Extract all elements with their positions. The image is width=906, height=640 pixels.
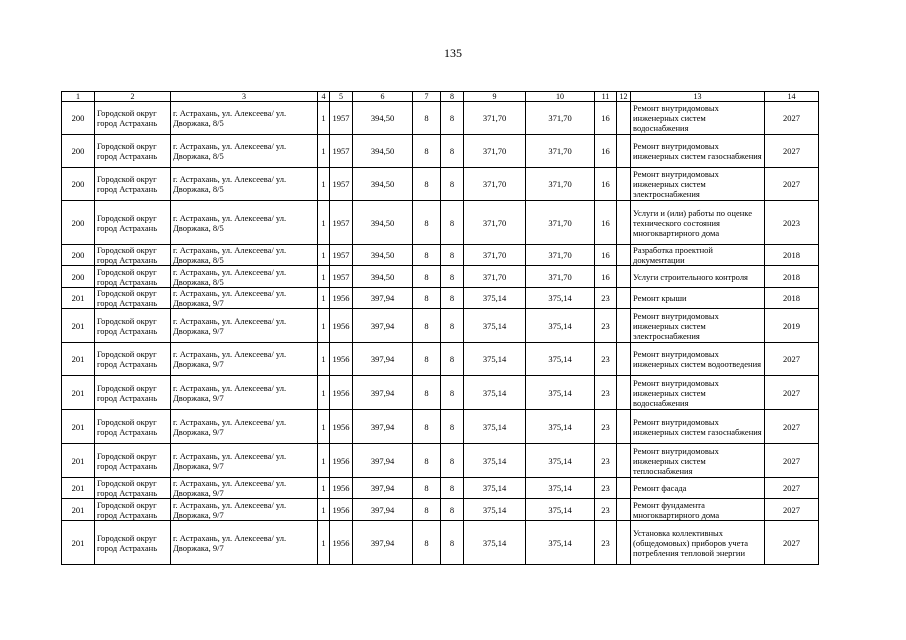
cell-repair-year: 2027 <box>765 376 819 410</box>
cell-address: г. Астрахань, ул. Алексеева/ ул. Дворжака, 9/7 <box>171 478 318 499</box>
cell-area-owned: 371,70 <box>526 201 595 245</box>
cell-building-stage: 1 <box>318 245 330 266</box>
cell-residents: 16 <box>595 245 617 266</box>
cell-building-stage: 1 <box>318 478 330 499</box>
cell-building-stage: 1 <box>318 201 330 245</box>
column-number: 12 <box>617 92 631 102</box>
cell-work-type: Услуги строительного контроля <box>631 266 765 288</box>
cell-residential: 8 <box>441 102 464 135</box>
cell-repair-year: 2023 <box>765 201 819 245</box>
cell-building-stage: 1 <box>318 521 330 565</box>
cell-apartments: 8 <box>413 376 441 410</box>
cell-building-stage: 1 <box>318 168 330 201</box>
cell-build-year: 1957 <box>330 245 353 266</box>
cell-building-stage: 1 <box>318 444 330 478</box>
cell-area-owned: 371,70 <box>526 266 595 288</box>
cell-record-number: 200 <box>62 245 95 266</box>
cell-record-number: 201 <box>62 376 95 410</box>
page-number: 135 <box>444 46 462 60</box>
cell-build-year: 1957 <box>330 168 353 201</box>
cell-residential: 8 <box>441 309 464 343</box>
cell-municipality: Городской округ город Астрахань <box>95 102 171 135</box>
cell-residents: 16 <box>595 135 617 168</box>
cell-build-year: 1956 <box>330 343 353 376</box>
cell-residential: 8 <box>441 499 464 521</box>
cell-apartments: 8 <box>413 309 441 343</box>
cell-repair-year: 2027 <box>765 444 819 478</box>
cell-residential: 8 <box>441 376 464 410</box>
cell-record-number: 200 <box>62 266 95 288</box>
table-row <box>62 266 819 288</box>
cell-apartments: 8 <box>413 410 441 444</box>
cell-residential: 8 <box>441 521 464 565</box>
cell-blank-cell <box>617 343 631 376</box>
cell-apartments: 8 <box>413 343 441 376</box>
cell-area-owned: 371,70 <box>526 102 595 135</box>
cell-total-area: 397,94 <box>353 521 413 565</box>
cell-work-type: Ремонт внутридомовых инженерных систем электроснабжения <box>631 309 765 343</box>
cell-area-owned: 375,14 <box>526 444 595 478</box>
column-number: 13 <box>631 92 765 102</box>
cell-residents: 16 <box>595 266 617 288</box>
cell-record-number: 201 <box>62 309 95 343</box>
cell-area-owned: 375,14 <box>526 288 595 309</box>
cell-municipality: Городской округ город Астрахань <box>95 499 171 521</box>
cell-repair-year: 2018 <box>765 245 819 266</box>
table-row <box>62 521 819 565</box>
cell-work-type: Ремонт фундамента многоквартирного дома <box>631 499 765 521</box>
cell-residential: 8 <box>441 135 464 168</box>
cell-record-number: 201 <box>62 478 95 499</box>
cell-total-area: 397,94 <box>353 288 413 309</box>
cell-building-stage: 1 <box>318 102 330 135</box>
cell-work-type: Ремонт внутридомовых инженерных систем водоснабжения <box>631 102 765 135</box>
cell-blank-cell <box>617 444 631 478</box>
cell-living-area: 371,70 <box>464 135 526 168</box>
cell-total-area: 394,50 <box>353 102 413 135</box>
table-row <box>62 343 819 376</box>
cell-apartments: 8 <box>413 288 441 309</box>
column-number-row <box>62 92 819 102</box>
cell-record-number: 200 <box>62 168 95 201</box>
cell-blank-cell <box>617 288 631 309</box>
cell-apartments: 8 <box>413 168 441 201</box>
column-number: 6 <box>353 92 413 102</box>
cell-repair-year: 2027 <box>765 478 819 499</box>
cell-build-year: 1956 <box>330 444 353 478</box>
cell-municipality: Городской округ город Астрахань <box>95 245 171 266</box>
cell-living-area: 375,14 <box>464 376 526 410</box>
cell-area-owned: 375,14 <box>526 499 595 521</box>
cell-blank-cell <box>617 168 631 201</box>
cell-blank-cell <box>617 102 631 135</box>
cell-residential: 8 <box>441 245 464 266</box>
cell-living-area: 371,70 <box>464 201 526 245</box>
cell-municipality: Городской округ город Астрахань <box>95 201 171 245</box>
cell-repair-year: 2018 <box>765 288 819 309</box>
cell-blank-cell <box>617 499 631 521</box>
table-row <box>62 376 819 410</box>
cell-residents: 23 <box>595 343 617 376</box>
cell-residents: 23 <box>595 288 617 309</box>
cell-apartments: 8 <box>413 201 441 245</box>
cell-address: г. Астрахань, ул. Алексеева/ ул. Дворжака, 8/5 <box>171 102 318 135</box>
column-number: 10 <box>526 92 595 102</box>
cell-address: г. Астрахань, ул. Алексеева/ ул. Дворжака, 9/7 <box>171 343 318 376</box>
cell-address: г. Астрахань, ул. Алексеева/ ул. Дворжака, 9/7 <box>171 410 318 444</box>
table-row <box>62 168 819 201</box>
cell-blank-cell <box>617 309 631 343</box>
cell-municipality: Городской округ город Астрахань <box>95 478 171 499</box>
cell-residents: 23 <box>595 444 617 478</box>
cell-work-type: Разработка проектной документации <box>631 245 765 266</box>
cell-residents: 16 <box>595 168 617 201</box>
cell-municipality: Городской округ город Астрахань <box>95 288 171 309</box>
cell-repair-year: 2027 <box>765 499 819 521</box>
cell-residential: 8 <box>441 168 464 201</box>
cell-record-number: 201 <box>62 343 95 376</box>
cell-living-area: 375,14 <box>464 444 526 478</box>
cell-apartments: 8 <box>413 102 441 135</box>
cell-living-area: 371,70 <box>464 266 526 288</box>
cell-area-owned: 375,14 <box>526 343 595 376</box>
column-number: 14 <box>765 92 819 102</box>
column-number: 11 <box>595 92 617 102</box>
cell-living-area: 371,70 <box>464 168 526 201</box>
cell-area-owned: 375,14 <box>526 478 595 499</box>
cell-total-area: 394,50 <box>353 245 413 266</box>
cell-residential: 8 <box>441 444 464 478</box>
cell-record-number: 200 <box>62 102 95 135</box>
cell-blank-cell <box>617 245 631 266</box>
cell-area-owned: 375,14 <box>526 521 595 565</box>
cell-build-year: 1956 <box>330 288 353 309</box>
column-number: 2 <box>95 92 171 102</box>
cell-address: г. Астрахань, ул. Алексеева/ ул. Дворжака, 8/5 <box>171 168 318 201</box>
cell-municipality: Городской округ город Астрахань <box>95 410 171 444</box>
cell-building-stage: 1 <box>318 135 330 168</box>
cell-total-area: 397,94 <box>353 309 413 343</box>
cell-build-year: 1957 <box>330 266 353 288</box>
cell-residents: 23 <box>595 309 617 343</box>
cell-work-type: Ремонт внутридомовых инженерных систем теплоснабжения <box>631 444 765 478</box>
table-row <box>62 478 819 499</box>
cell-repair-year: 2027 <box>765 410 819 444</box>
table-row <box>62 499 819 521</box>
cell-repair-year: 2027 <box>765 168 819 201</box>
cell-build-year: 1956 <box>330 309 353 343</box>
cell-address: г. Астрахань, ул. Алексеева/ ул. Дворжака, 9/7 <box>171 521 318 565</box>
cell-apartments: 8 <box>413 245 441 266</box>
cell-area-owned: 375,14 <box>526 309 595 343</box>
cell-apartments: 8 <box>413 135 441 168</box>
cell-municipality: Городской округ город Астрахань <box>95 135 171 168</box>
cell-building-stage: 1 <box>318 309 330 343</box>
cell-address: г. Астрахань, ул. Алексеева/ ул. Дворжака, 8/5 <box>171 266 318 288</box>
cell-building-stage: 1 <box>318 499 330 521</box>
cell-work-type: Установка коллективных (общедомовых) приборов учета потребления тепловой энергии <box>631 521 765 565</box>
cell-municipality: Городской округ город Астрахань <box>95 266 171 288</box>
cell-address: г. Астрахань, ул. Алексеева/ ул. Дворжака, 8/5 <box>171 201 318 245</box>
cell-building-stage: 1 <box>318 266 330 288</box>
cell-area-owned: 375,14 <box>526 410 595 444</box>
cell-building-stage: 1 <box>318 288 330 309</box>
cell-municipality: Городской округ город Астрахань <box>95 343 171 376</box>
table-row <box>62 444 819 478</box>
column-number: 8 <box>441 92 464 102</box>
cell-area-owned: 371,70 <box>526 168 595 201</box>
cell-build-year: 1956 <box>330 521 353 565</box>
cell-apartments: 8 <box>413 266 441 288</box>
cell-residential: 8 <box>441 266 464 288</box>
table-row <box>62 102 819 135</box>
cell-repair-year: 2018 <box>765 266 819 288</box>
cell-build-year: 1956 <box>330 478 353 499</box>
cell-work-type: Ремонт внутридомовых инженерных систем электроснабжения <box>631 168 765 201</box>
cell-apartments: 8 <box>413 478 441 499</box>
cell-build-year: 1957 <box>330 201 353 245</box>
cell-apartments: 8 <box>413 444 441 478</box>
cell-repair-year: 2027 <box>765 343 819 376</box>
cell-residents: 23 <box>595 478 617 499</box>
cell-total-area: 394,50 <box>353 266 413 288</box>
cell-total-area: 397,94 <box>353 444 413 478</box>
cell-total-area: 394,50 <box>353 135 413 168</box>
cell-build-year: 1957 <box>330 135 353 168</box>
cell-address: г. Астрахань, ул. Алексеева/ ул. Дворжака, 9/7 <box>171 376 318 410</box>
cell-residential: 8 <box>441 201 464 245</box>
table-row <box>62 201 819 245</box>
cell-living-area: 375,14 <box>464 499 526 521</box>
cell-work-type: Ремонт крыши <box>631 288 765 309</box>
cell-blank-cell <box>617 266 631 288</box>
cell-repair-year: 2027 <box>765 135 819 168</box>
cell-record-number: 201 <box>62 288 95 309</box>
cell-building-stage: 1 <box>318 376 330 410</box>
cell-blank-cell <box>617 201 631 245</box>
cell-address: г. Астрахань, ул. Алексеева/ ул. Дворжака, 8/5 <box>171 245 318 266</box>
cell-work-type: Ремонт внутридомовых инженерных систем водоотведения <box>631 343 765 376</box>
cell-municipality: Городской округ город Астрахань <box>95 168 171 201</box>
cell-living-area: 375,14 <box>464 288 526 309</box>
cell-residential: 8 <box>441 288 464 309</box>
cell-building-stage: 1 <box>318 410 330 444</box>
cell-blank-cell <box>617 135 631 168</box>
cell-build-year: 1956 <box>330 499 353 521</box>
cell-residential: 8 <box>441 343 464 376</box>
cell-residential: 8 <box>441 410 464 444</box>
cell-residents: 16 <box>595 102 617 135</box>
cell-build-year: 1957 <box>330 102 353 135</box>
cell-record-number: 201 <box>62 444 95 478</box>
cell-work-type: Ремонт внутридомовых инженерных систем водоснабжения <box>631 376 765 410</box>
cell-residents: 23 <box>595 410 617 444</box>
cell-living-area: 375,14 <box>464 343 526 376</box>
cell-municipality: Городской округ город Астрахань <box>95 521 171 565</box>
cell-record-number: 200 <box>62 201 95 245</box>
cell-blank-cell <box>617 410 631 444</box>
table-row <box>62 288 819 309</box>
column-number: 1 <box>62 92 95 102</box>
cell-apartments: 8 <box>413 521 441 565</box>
cell-living-area: 375,14 <box>464 521 526 565</box>
cell-residential: 8 <box>441 478 464 499</box>
cell-total-area: 397,94 <box>353 499 413 521</box>
table-row <box>62 245 819 266</box>
cell-repair-year: 2027 <box>765 521 819 565</box>
cell-address: г. Астрахань, ул. Алексеева/ ул. Дворжака, 8/5 <box>171 135 318 168</box>
cell-total-area: 394,50 <box>353 201 413 245</box>
cell-residents: 23 <box>595 376 617 410</box>
cell-living-area: 375,14 <box>464 410 526 444</box>
cell-record-number: 201 <box>62 521 95 565</box>
cell-residents: 16 <box>595 201 617 245</box>
cell-residents: 23 <box>595 499 617 521</box>
cell-municipality: Городской округ город Астрахань <box>95 309 171 343</box>
cell-blank-cell <box>617 521 631 565</box>
cell-work-type: Ремонт фасада <box>631 478 765 499</box>
cell-municipality: Городской округ город Астрахань <box>95 444 171 478</box>
cell-address: г. Астрахань, ул. Алексеева/ ул. Дворжака, 9/7 <box>171 309 318 343</box>
cell-build-year: 1956 <box>330 376 353 410</box>
cell-build-year: 1956 <box>330 410 353 444</box>
table-row <box>62 135 819 168</box>
column-number: 7 <box>413 92 441 102</box>
cell-repair-year: 2019 <box>765 309 819 343</box>
cell-address: г. Астрахань, ул. Алексеева/ ул. Дворжака, 9/7 <box>171 444 318 478</box>
cell-total-area: 397,94 <box>353 376 413 410</box>
column-number: 9 <box>464 92 526 102</box>
cell-area-owned: 371,70 <box>526 245 595 266</box>
cell-total-area: 397,94 <box>353 478 413 499</box>
capital-repair-table <box>61 91 819 565</box>
column-number: 4 <box>318 92 330 102</box>
cell-total-area: 394,50 <box>353 168 413 201</box>
cell-apartments: 8 <box>413 499 441 521</box>
cell-blank-cell <box>617 376 631 410</box>
cell-area-owned: 375,14 <box>526 376 595 410</box>
cell-record-number: 201 <box>62 410 95 444</box>
cell-residents: 23 <box>595 521 617 565</box>
cell-living-area: 371,70 <box>464 245 526 266</box>
cell-living-area: 375,14 <box>464 478 526 499</box>
cell-blank-cell <box>617 478 631 499</box>
cell-municipality: Городской округ город Астрахань <box>95 376 171 410</box>
cell-work-type: Ремонт внутридомовых инженерных систем газоснабжения <box>631 410 765 444</box>
cell-work-type: Ремонт внутридомовых инженерных систем газоснабжения <box>631 135 765 168</box>
table-row <box>62 410 819 444</box>
cell-repair-year: 2027 <box>765 102 819 135</box>
cell-living-area: 375,14 <box>464 309 526 343</box>
cell-total-area: 397,94 <box>353 410 413 444</box>
cell-building-stage: 1 <box>318 343 330 376</box>
cell-work-type: Услуги и (или) работы по оценке технического состояния многоквартирного дома <box>631 201 765 245</box>
table-row <box>62 309 819 343</box>
cell-address: г. Астрахань, ул. Алексеева/ ул. Дворжака, 9/7 <box>171 499 318 521</box>
cell-record-number: 200 <box>62 135 95 168</box>
cell-address: г. Астрахань, ул. Алексеева/ ул. Дворжака, 9/7 <box>171 288 318 309</box>
cell-total-area: 397,94 <box>353 343 413 376</box>
column-number: 5 <box>330 92 353 102</box>
column-number: 3 <box>171 92 318 102</box>
cell-living-area: 371,70 <box>464 102 526 135</box>
cell-area-owned: 371,70 <box>526 135 595 168</box>
cell-record-number: 201 <box>62 499 95 521</box>
